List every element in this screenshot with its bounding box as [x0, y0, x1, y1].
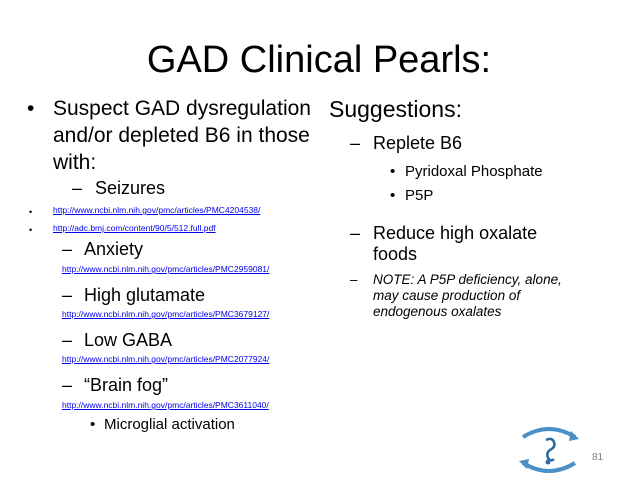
brainfog-link[interactable]: http://www.ncbi.nlm.nih.gov/pmc/articles/PMC3611040/ [62, 400, 269, 410]
gaba-link[interactable]: http://www.ncbi.nlm.nih.gov/pmc/articles/PMC2077924/ [62, 354, 270, 364]
reduce-line-1: Reduce high oxalate [373, 223, 538, 243]
reduce-line-2: foods [373, 244, 418, 264]
bullet-dot: • [27, 97, 35, 120]
replete-item: Replete B6 [373, 133, 463, 153]
dash-marker: – [62, 330, 73, 350]
glutamate-item: High glutamate [84, 285, 206, 305]
dash-marker: – [350, 272, 358, 287]
page-number: 81 [592, 452, 604, 463]
brainfog-item: “Brain fog” [84, 375, 169, 395]
suggestions-heading: Suggestions: [329, 96, 462, 122]
seizures-link-1[interactable]: http://www.ncbi.nlm.nih.gov/pmc/articles/PMC4204538/ [53, 205, 261, 215]
seizures-link-2[interactable]: http://adc.bmj.com/content/90/5/512.full.pdf [53, 223, 216, 233]
anxiety-link[interactable]: http://www.ncbi.nlm.nih.gov/pmc/articles/PMC2959081/ [62, 264, 270, 274]
bullet-dot: • [390, 163, 396, 180]
bullet-dot: • [390, 187, 396, 204]
gaba-item: Low GABA [84, 330, 173, 350]
p5p-item: P5P [405, 187, 434, 204]
glutamate-link[interactable]: http://www.ncbi.nlm.nih.gov/pmc/articles/PMC3679127/ [62, 309, 270, 319]
note-line-2: may cause production of [373, 288, 521, 303]
slide-title: GAD Clinical Pearls: [146, 39, 492, 81]
dash-marker: – [350, 223, 361, 243]
dash-marker: – [72, 178, 83, 198]
note-line-1: NOTE: A P5P deficiency, alone, [373, 272, 562, 287]
seizures-item: Seizures [95, 178, 166, 198]
dash-marker: – [62, 239, 73, 259]
pyridoxal-item: Pyridoxal Phosphate [405, 163, 543, 180]
dash-marker: – [62, 375, 73, 395]
bullet-dot: • [29, 225, 33, 235]
anxiety-item: Anxiety [84, 239, 144, 259]
bullet-dot: • [90, 416, 96, 433]
microglial-item: Microglial activation [104, 416, 235, 433]
note-line-3: endogenous oxalates [373, 304, 502, 319]
cycle-logo-icon [515, 425, 583, 475]
intro-line-3: with: [53, 151, 97, 174]
intro-line-1: Suspect GAD dysregulation [53, 97, 311, 120]
intro-line-2: and/or depleted B6 in those [53, 124, 310, 147]
dash-marker: – [350, 133, 361, 153]
dash-marker: – [62, 285, 73, 305]
bullet-dot: • [29, 207, 33, 217]
